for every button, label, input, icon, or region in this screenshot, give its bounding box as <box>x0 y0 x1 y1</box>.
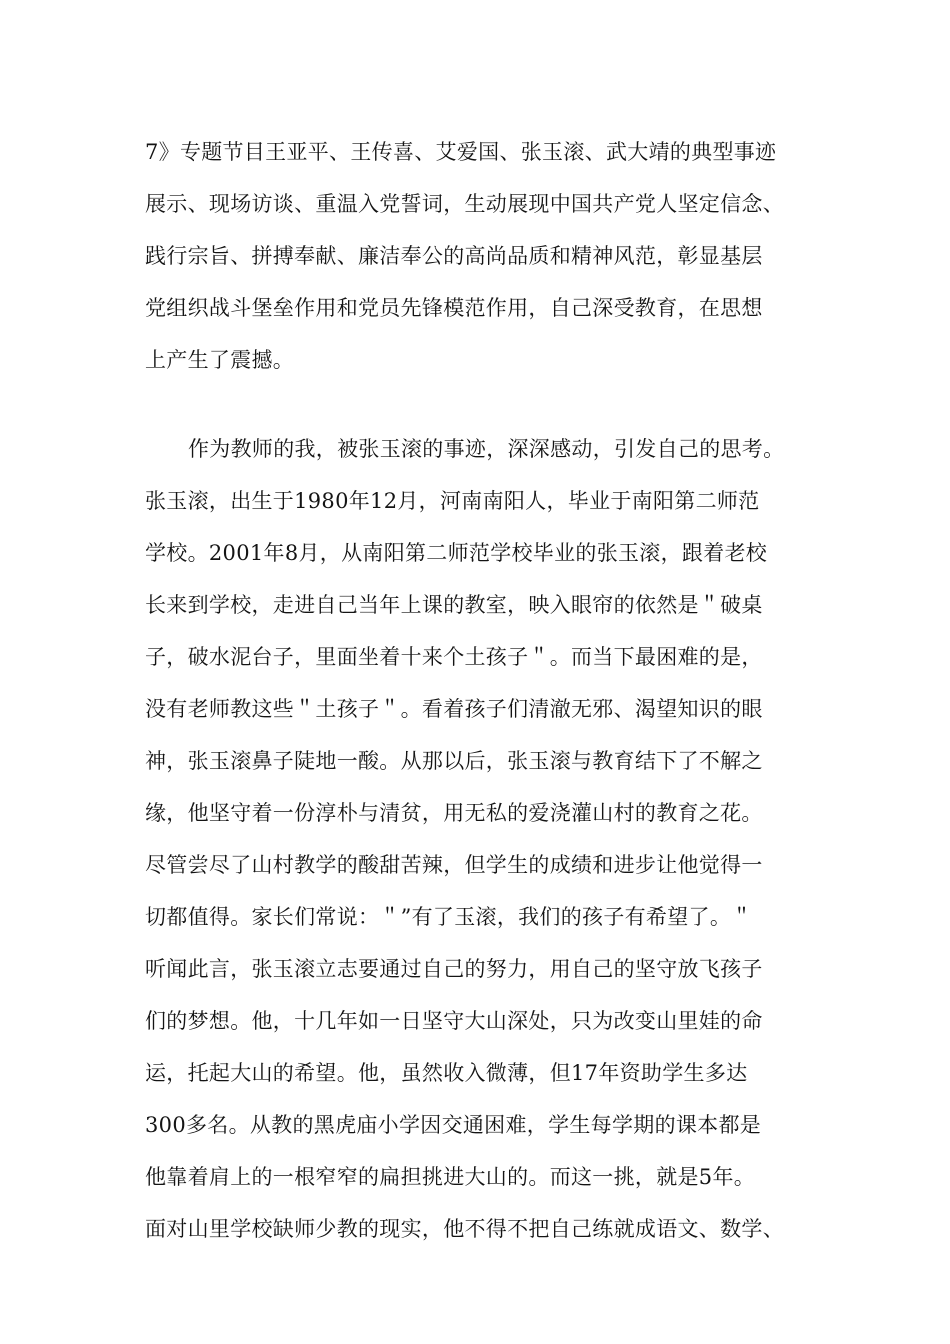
text-line: 没有老师教这些＂土孩子＂。看着孩子们清澈无邪、渴望知识的眼 <box>145 697 763 721</box>
text-line: 听闻此言，张玉滚立志要通过自己的努力，用自己的坚守放飞孩子 <box>145 957 763 981</box>
text-line: 切都值得。家长们常说：＂”有了玉滚，我们的孩子有希望了。＂ <box>145 905 753 929</box>
text-line: 面对山里学校缺师少教的现实，他不得不把自己练就成语文、数学、 <box>145 1217 784 1241</box>
text-line: 神，张玉滚鼻子陡地一酸。从那以后，张玉滚与教育结下了不解之 <box>145 749 763 773</box>
text-line: 300多名。从教的黑虎庙小学因交通困难，学生每学期的课本都是 <box>145 1113 762 1137</box>
text-line: 长来到学校，走进自己当年上课的教室，映入眼帘的依然是＂破桌 <box>145 593 763 617</box>
text-line: 学校。2001年8月，从南阳第二师范学校毕业的张玉滚，跟着老校 <box>145 541 768 565</box>
text-line: 们的梦想。他，十几年如一日坚守大山深处，只为改变山里娃的命 <box>145 1009 763 1033</box>
text-line: 运，托起大山的希望。他，虽然收入微薄，但17年资助学生多达 <box>145 1061 748 1085</box>
text-line: 缘，他坚守着一份淳朴与清贫，用无私的爱浇灌山村的教育之花。 <box>145 801 763 825</box>
text-line: 作为教师的我，被张玉滚的事迹，深深感动，引发自己的思考。 <box>188 437 785 461</box>
text-line: 子，破水泥台子，里面坐着十来个土孩子＂。而当下最困难的是， <box>145 645 763 669</box>
text-line: 尽管尝尽了山村教学的酸甜苦辣，但学生的成绩和进步让他觉得一 <box>145 853 763 877</box>
text-line: 张玉滚，出生于1980年12月，河南南阳人，毕业于南阳第二师范 <box>145 489 760 513</box>
text-line: 践行宗旨、拼搏奉献、廉洁奉公的高尚品质和精神风范，彰显基层 <box>145 244 763 268</box>
text-line: 展示、现场访谈、重温入党誓词，生动展现中国共产党人坚定信念、 <box>145 192 784 216</box>
text-line: 7》专题节目王亚平、王传喜、艾爱国、张玉滚、武大靖的典型事迹 <box>145 140 777 164</box>
text-line: 他靠着肩上的一根窄窄的扁担挑进大山的。而这一挑，就是5年。 <box>145 1165 756 1189</box>
text-line: 上产生了震撼。 <box>145 348 295 372</box>
text-line: 党组织战斗堡垒作用和党员先锋模范作用，自己深受教育，在思想 <box>145 296 763 320</box>
